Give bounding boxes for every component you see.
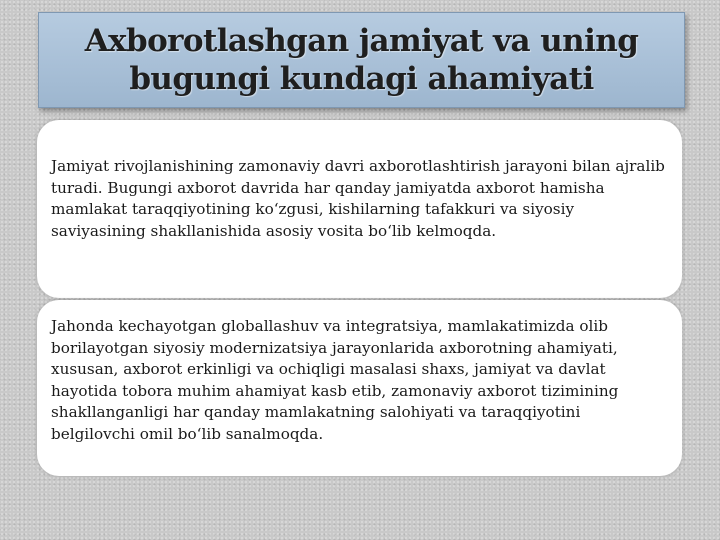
paragraph-1: Jamiyat rivojlanishining zamonaviy davri axborotlashtirish jarayoni bilan ajralib turadi. Bugungi axborot davrida har qanday jamiyatda axborot hamisha mamlakat taraqqiyotining ko‘zgusi, kishilarning tafakkuri va siyosiy saviyasining shakllanishida asosiy vosita bo‘lib kelmoqda. (51, 157, 665, 240)
slide-title-box (38, 12, 685, 108)
text-card-2 (37, 300, 682, 476)
slide-title: Axborotlashgan jamiyat va uning bugungi kundagi ahamiyati (84, 23, 639, 97)
text-card-1 (37, 120, 682, 298)
paragraph-2: Jahonda kechayotgan globallashuv va integratsiya, mamlakatimizda olib borilayotgan siyosiy modernizatsiya jarayonlarida axborotning ahamiyati, xususan, axborot erkinligi va ochiqligi masalasi shaxs, jamiyat va davlat hayotida tobora muhim ahamiyat kasb etib, zamonaviy axborot tizimining shakllanganligi har qanday mamlakatning salohiyati va taraqqiyotini belgilovchi omil bo‘lib sanalmoqda. (51, 317, 619, 443)
